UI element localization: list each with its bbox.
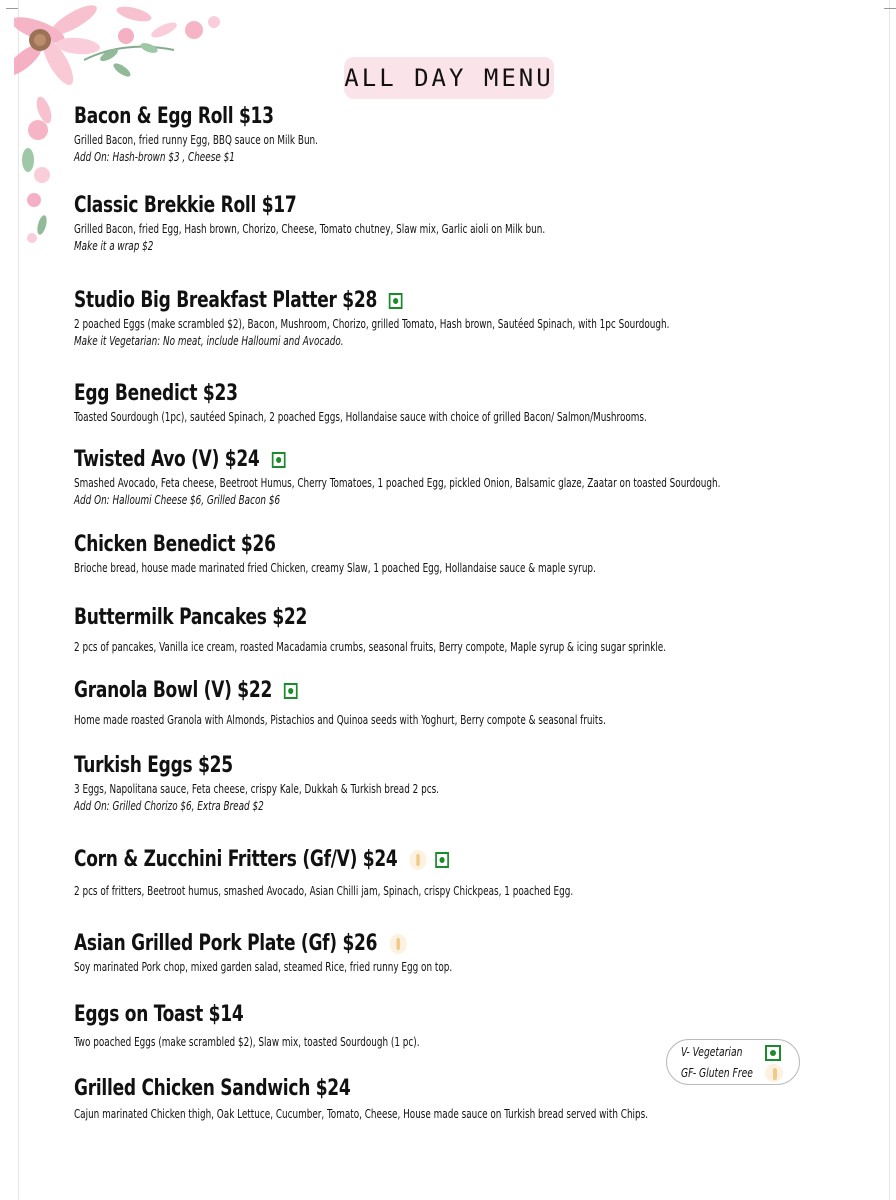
vegetarian-icon <box>272 452 286 468</box>
item-name: Turkish Eggs $25 <box>74 753 233 778</box>
crop-mark-right <box>884 8 896 9</box>
menu-item-granola-bowl <box>74 678 834 727</box>
item-description: Brioche bread, house made marinated fried Chicken, creamy Slaw, 1 poached Egg, Hollandaise sauce & maple syrup. <box>74 561 596 575</box>
vegetarian-icon <box>389 293 403 309</box>
wheat-icon <box>765 1064 783 1082</box>
item-name: Corn & Zucchini Fritters (Gf/V) $24 <box>74 847 728 872</box>
item-name: Twisted Avo (V) $24 <box>74 447 728 472</box>
vegetarian-icon <box>435 852 449 868</box>
item-description: Two poached Eggs (make scrambled $2), Slaw mix, toasted Sourdough (1 pc). <box>74 1035 420 1049</box>
vegetarian-icon <box>284 683 298 699</box>
item-name: Egg Benedict $23 <box>74 381 238 406</box>
menu-item-studio-big-breakfast <box>74 288 834 348</box>
menu-item-egg-benedict <box>74 381 834 424</box>
item-description: Toasted Sourdough (1pc), sautéed Spinach, 2 poached Eggs, Hollandaise sauce with choice of grilled Bacon/ Salmon/Mushrooms. <box>74 410 647 424</box>
item-name: Asian Grilled Pork Plate (Gf) $26 <box>74 931 728 956</box>
item-name: Grilled Chicken Sandwich $24 <box>74 1076 351 1101</box>
item-description: Home made roasted Granola with Almonds, Pistachios and Quinoa seeds with Yoghurt, Berry compote & seasonal fruits. <box>74 713 606 727</box>
item-name: Buttermilk Pancakes $22 <box>74 605 308 630</box>
item-description: 2 pcs of fritters, Beetroot humus, smashed Avocado, Asian Chilli jam, Spinach, crispy Chickpeas, 1 poached Egg. <box>74 884 574 898</box>
item-description: 2 poached Eggs (make scrambled $2), Bacon, Mushroom, Chorizo, grilled Tomato, Hash brown, Sautéed Spinach, with 1pc Sourdough. <box>74 317 670 331</box>
item-add-on: Make it a wrap $2 <box>74 239 154 253</box>
wheat-icon <box>410 850 427 870</box>
dietary-legend <box>666 1039 800 1085</box>
item-description: 3 Eggs, Napolitana sauce, Feta cheese, crispy Kale, Dukkah & Turkish bread 2 pcs. <box>74 782 440 796</box>
menu-item-corn-zucchini-fritters <box>74 847 834 898</box>
legend-gluten-free-label: GF- Gluten Free <box>681 1066 753 1080</box>
legend-vegetarian <box>681 1045 753 1059</box>
title-banner <box>344 57 554 99</box>
legend-gluten-free <box>681 1066 766 1080</box>
menu-item-turkish-eggs <box>74 753 834 813</box>
legend-vegetarian-label: V- Vegetarian <box>681 1045 743 1059</box>
item-add-on: Add On: Grilled Chorizo $6, Extra Bread $2 <box>74 799 264 813</box>
item-name: Chicken Benedict $26 <box>74 532 276 557</box>
menu-item-twisted-avo <box>74 447 834 507</box>
item-add-on: Add On: Hash-brown $3 , Cheese $1 <box>74 150 235 164</box>
menu-item-chicken-benedict <box>74 532 834 575</box>
item-name: Granola Bowl (V) $22 <box>74 678 728 703</box>
item-description: 2 pcs of pancakes, Vanilla ice cream, roasted Macadamia crumbs, seasonal fruits, Berry compote, Maple syrup & icing sugar sprinkle. <box>74 640 667 654</box>
item-name: Eggs on Toast $14 <box>74 1002 244 1027</box>
menu-item-asian-pork-plate <box>74 931 834 974</box>
item-description: Cajun marinated Chicken thigh, Oak Lettuce, Cucumber, Tomato, Cheese, House made sauce on Turkish bread served with Chips. <box>74 1107 649 1121</box>
item-description: Smashed Avocado, Feta cheese, Beetroot Humus, Cherry Tomatoes, 1 poached Egg, pickled Onion, Balsamic glaze, Zaatar on toasted Sourdough. <box>74 476 721 490</box>
page-edge-right <box>889 0 890 1200</box>
wheat-icon <box>389 934 406 954</box>
item-name: Studio Big Breakfast Platter $28 <box>74 288 728 313</box>
menu-title: ALL DAY MENU <box>344 64 554 92</box>
menu-item-classic-brekkie-roll <box>74 193 834 253</box>
item-name: Classic Brekkie Roll $17 <box>74 193 297 218</box>
item-description: Grilled Bacon, fried Egg, Hash brown, Chorizo, Cheese, Tomato chutney, Slaw mix, Garlic aioli on Milk bun. <box>74 222 546 236</box>
vegetarian-icon <box>765 1045 781 1061</box>
item-description: Grilled Bacon, fried runny Egg, BBQ sauce on Milk Bun. <box>74 133 318 147</box>
item-name: Bacon & Egg Roll $13 <box>74 104 274 129</box>
menu-item-bacon-egg-roll <box>74 104 834 164</box>
item-add-on: Make it Vegetarian: No meat, include Halloumi and Avocado. <box>74 334 344 348</box>
item-add-on: Add On: Halloumi Cheese $6, Grilled Bacon $6 <box>74 493 281 507</box>
item-description: Soy marinated Pork chop, mixed garden salad, steamed Rice, fried runny Egg on top. <box>74 960 453 974</box>
menu-item-buttermilk-pancakes <box>74 605 834 654</box>
